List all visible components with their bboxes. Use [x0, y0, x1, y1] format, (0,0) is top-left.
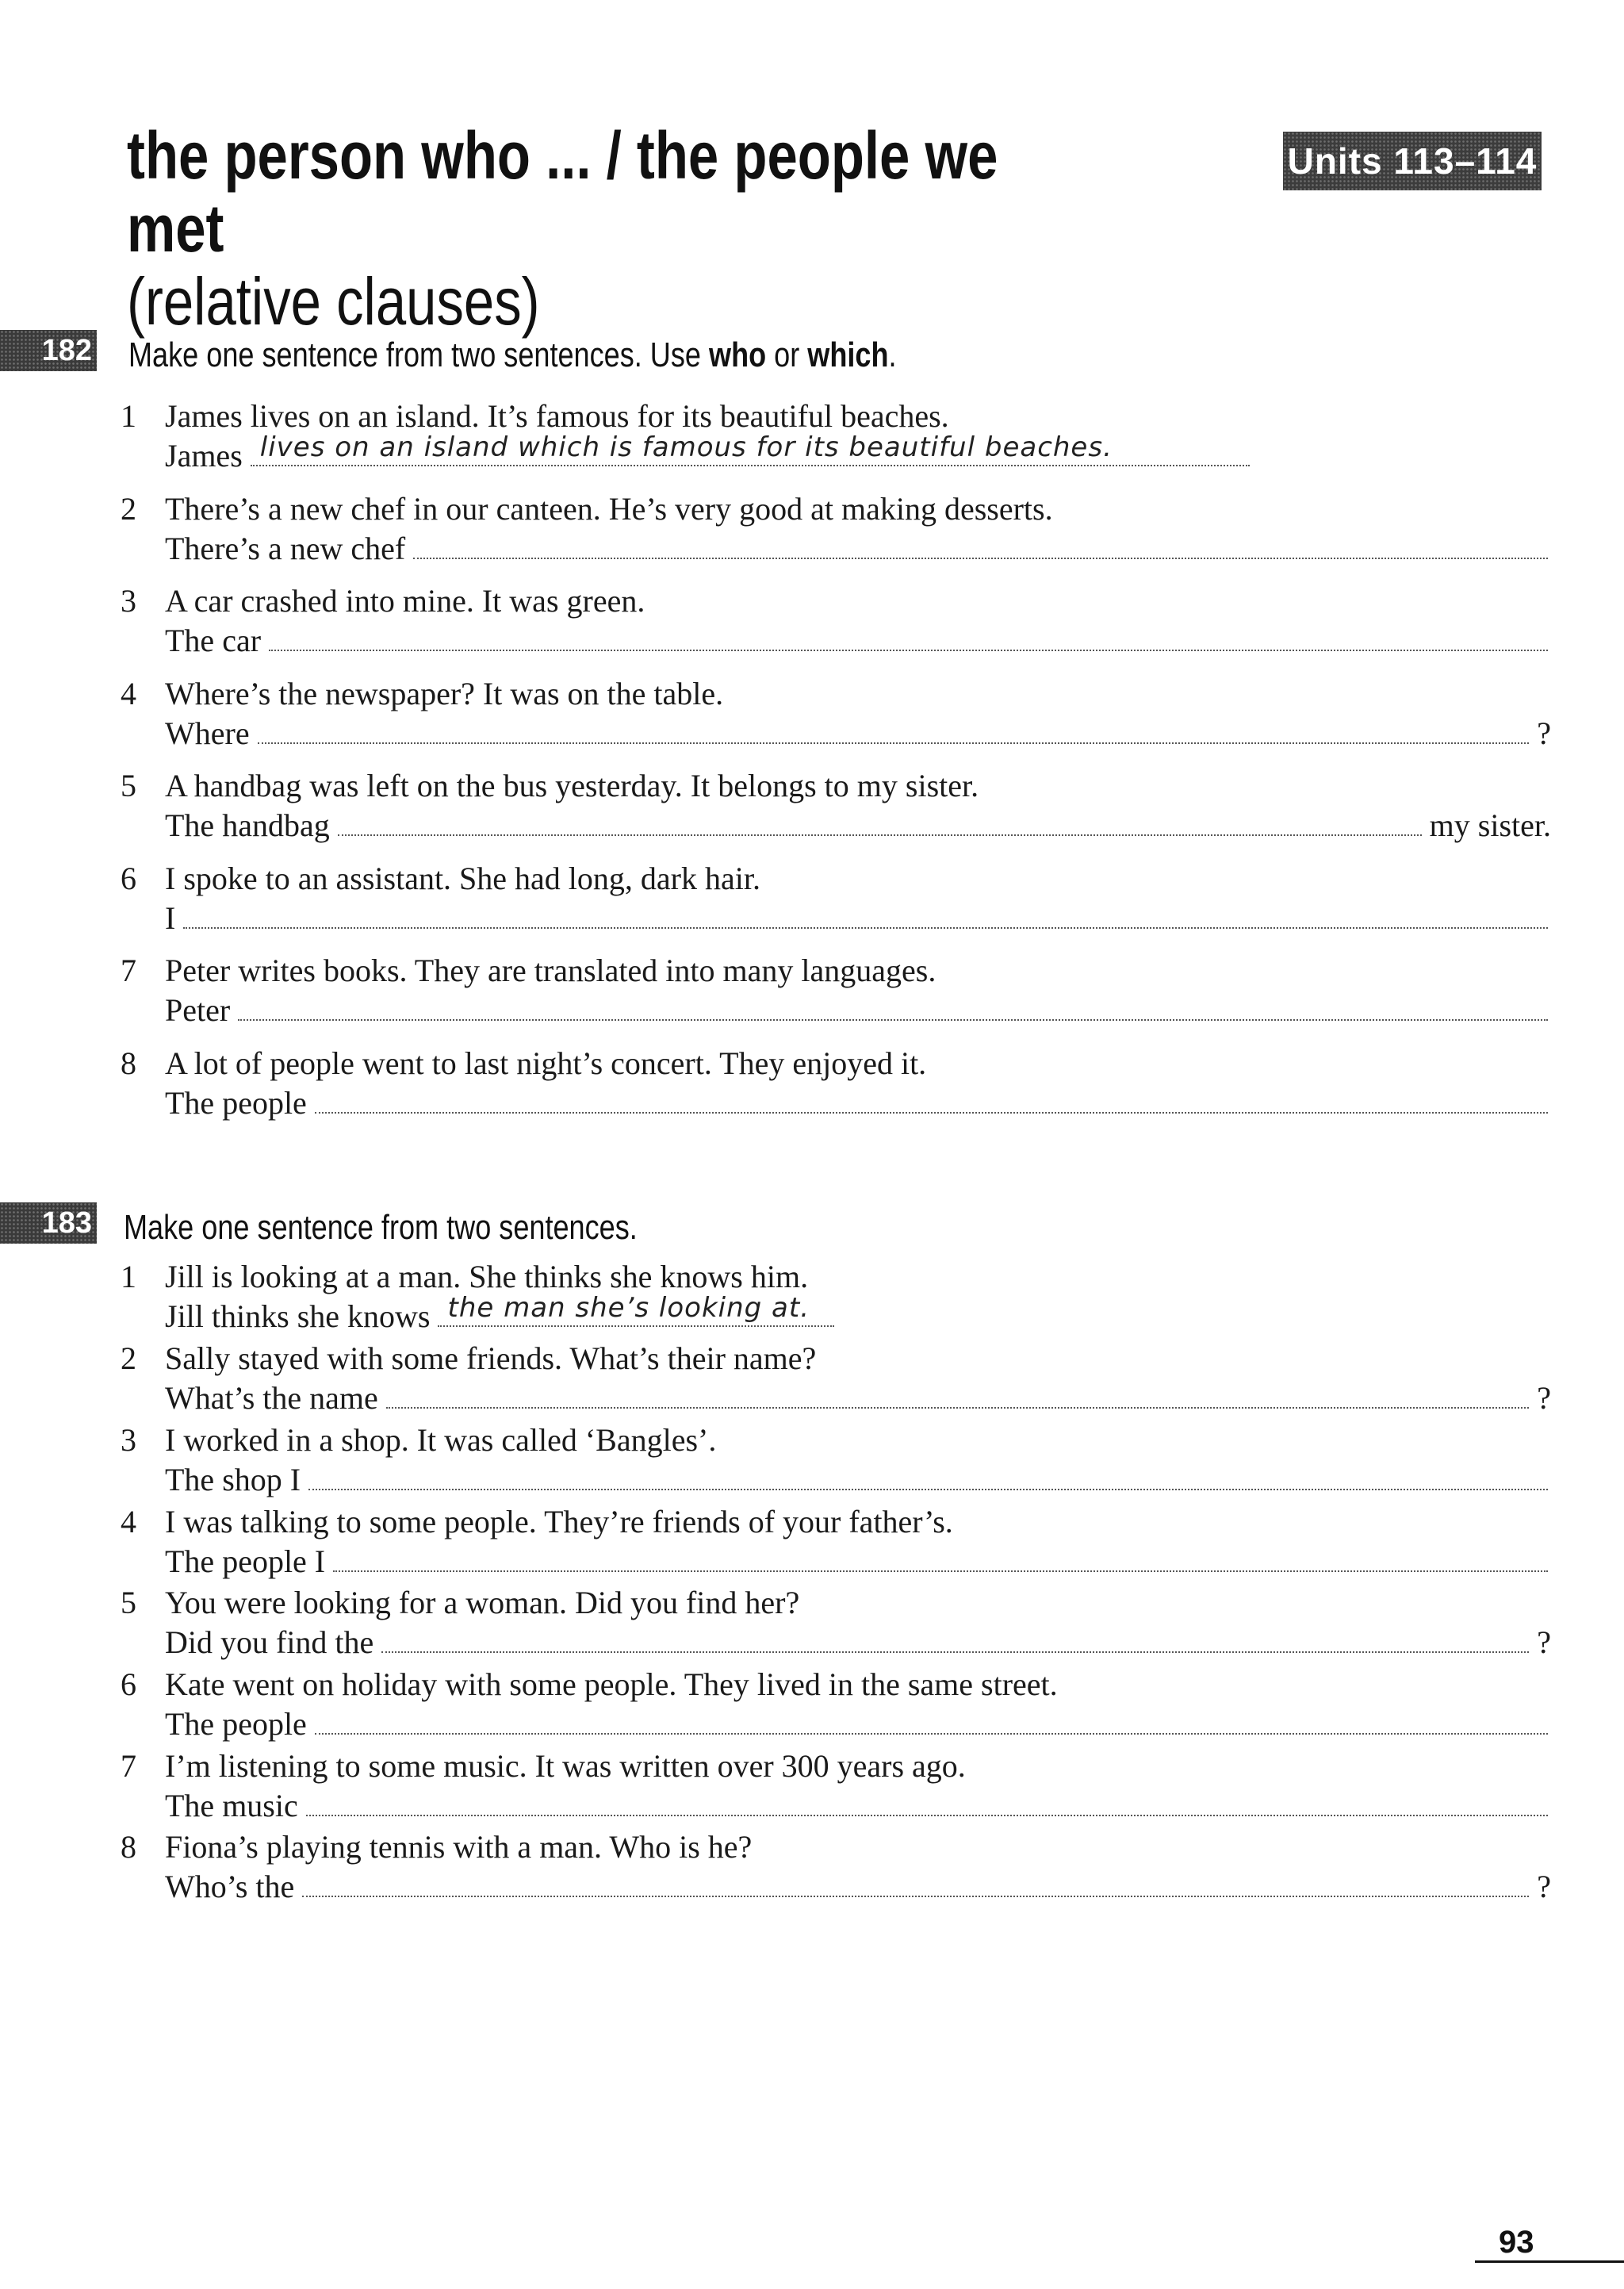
item-number: 4 — [121, 1504, 136, 1539]
answer-start: James — [165, 438, 243, 474]
answer-blank[interactable] — [315, 1704, 1548, 1735]
answer-blank[interactable] — [386, 1378, 1529, 1409]
page-title-subtitle: (relative clauses) — [127, 264, 540, 339]
handwritten-answer: lives on an island which is famous for its beautiful beaches. — [259, 431, 1113, 463]
item-prompt: A car crashed into mine. It was green. — [165, 583, 645, 619]
page-title-main: the person who ... / the people we met — [127, 118, 998, 266]
exercise-number-badge: 183 — [0, 1202, 97, 1244]
answer-start: The people — [165, 1085, 307, 1121]
item-number: 5 — [121, 1585, 136, 1620]
item-number: 6 — [121, 861, 136, 896]
answer-blank[interactable] — [238, 991, 1548, 1021]
item-prompt: I’m listening to some music. It was written over 300 years ago. — [165, 1748, 966, 1784]
item-prompt: A handbag was left on the bus yesterday. It belongs to my sister. — [165, 768, 979, 803]
item-number: 2 — [121, 1340, 136, 1376]
page-number — [1475, 2225, 1624, 2263]
item-prompt: Jill is looking at a man. She thinks she knows him. — [165, 1259, 809, 1294]
answer-start: The handbag — [165, 807, 330, 843]
answer-line — [165, 899, 1551, 938]
answer-line — [165, 1378, 1551, 1418]
answer-blank[interactable] — [251, 431, 1250, 466]
answer-line — [165, 991, 1551, 1030]
answer-line — [165, 1460, 1551, 1500]
answer-blank[interactable] — [258, 714, 1530, 744]
answer-line — [165, 1542, 1551, 1582]
answer-blank[interactable] — [333, 1542, 1548, 1572]
exercise-instruction — [124, 1207, 638, 1248]
item-number: 1 — [121, 398, 136, 434]
answer-blank[interactable] — [413, 529, 1548, 559]
page-title — [127, 119, 1037, 338]
item-prompt: A lot of people went to last night’s concert. They enjoyed it. — [165, 1045, 927, 1081]
answer-line — [165, 1867, 1551, 1907]
answer-blank[interactable] — [302, 1867, 1529, 1897]
instruction-keyword: who — [709, 335, 767, 374]
answer-start: The people — [165, 1706, 307, 1742]
item-number: 3 — [121, 1422, 136, 1458]
item-prompt: Peter writes books. They are translated into many languages. — [165, 953, 936, 988]
exercise-instruction — [128, 335, 897, 376]
item-number: 2 — [121, 491, 136, 527]
item-prompt: Where’s the newspaper? It was on the table. — [165, 676, 724, 711]
answer-line — [165, 806, 1551, 845]
instruction-text: Make one sentence from two sentences. — [124, 1208, 638, 1247]
units-badge: Units 113–114 — [1283, 132, 1542, 190]
answer-start: I — [165, 900, 176, 936]
answer-line — [165, 431, 1551, 476]
item-number: 7 — [121, 953, 136, 988]
answer-start: The people I — [165, 1543, 326, 1579]
answer-start: The music — [165, 1788, 298, 1823]
answer-start: Did you find the — [165, 1624, 374, 1660]
item-number: 4 — [121, 676, 136, 711]
answer-blank[interactable] — [315, 1083, 1548, 1114]
answer-line — [165, 1623, 1551, 1662]
answer-blank[interactable] — [308, 1460, 1548, 1490]
item-number: 8 — [121, 1829, 136, 1865]
answer-blank[interactable] — [183, 899, 1548, 929]
answer-blank[interactable] — [438, 1292, 834, 1327]
instruction-text: . — [888, 335, 897, 374]
answer-start: There’s a new chef — [165, 531, 406, 566]
item-number: 7 — [121, 1748, 136, 1784]
answer-line — [165, 1786, 1551, 1826]
answer-end: ? — [1537, 715, 1551, 751]
item-prompt: I was talking to some people. They’re friends of your father’s. — [165, 1504, 953, 1539]
answer-start: The car — [165, 623, 262, 658]
item-prompt: Kate went on holiday with some people. They lived in the same street. — [165, 1666, 1058, 1702]
answer-end: ? — [1537, 1380, 1551, 1416]
answer-blank[interactable] — [306, 1786, 1548, 1816]
answer-start: Where — [165, 715, 250, 751]
answer-end: ? — [1537, 1869, 1551, 1904]
answer-start: Who’s the — [165, 1869, 295, 1904]
answer-end: my sister. — [1429, 807, 1551, 843]
item-number: 5 — [121, 768, 136, 803]
handwritten-answer: the man she’s looking at. — [447, 1292, 810, 1324]
instruction-text: Make one sentence from two sentences. Use — [128, 335, 710, 374]
item-prompt: There’s a new chef in our canteen. He’s very good at making desserts. — [165, 491, 1053, 527]
instruction-text: or — [766, 335, 808, 374]
item-prompt: You were looking for a woman. Did you find her? — [165, 1585, 800, 1620]
item-number: 3 — [121, 583, 136, 619]
item-prompt: Fiona’s playing tennis with a man. Who is he? — [165, 1829, 753, 1865]
answer-blank[interactable] — [338, 806, 1422, 836]
item-number: 6 — [121, 1666, 136, 1702]
item-number: 8 — [121, 1045, 136, 1081]
answer-line — [165, 1704, 1551, 1744]
answer-blank[interactable] — [381, 1623, 1529, 1653]
answer-blank[interactable] — [269, 621, 1548, 651]
item-prompt: Sally stayed with some friends. What’s their name? — [165, 1340, 817, 1376]
item-prompt: James lives on an island. It’s famous for its beautiful beaches. — [165, 398, 949, 434]
page-number-text: 93 — [1499, 2225, 1534, 2260]
answer-line — [165, 714, 1551, 753]
answer-start: The shop I — [165, 1462, 301, 1497]
exercise-number-badge: 182 — [0, 330, 97, 371]
item-prompt: I worked in a shop. It was called ‘Bangles’. — [165, 1422, 717, 1458]
item-number: 1 — [121, 1259, 136, 1294]
answer-line — [165, 1083, 1551, 1123]
instruction-keyword: which — [807, 335, 889, 374]
answer-start: What’s the name — [165, 1380, 378, 1416]
item-prompt: I spoke to an assistant. She had long, dark hair. — [165, 861, 760, 896]
answer-line — [165, 529, 1551, 569]
answer-start: Peter — [165, 992, 231, 1028]
answer-line — [165, 621, 1551, 661]
answer-line — [165, 1292, 1551, 1336]
answer-start: Jill thinks she knows — [165, 1298, 431, 1334]
answer-end: ? — [1537, 1624, 1551, 1660]
